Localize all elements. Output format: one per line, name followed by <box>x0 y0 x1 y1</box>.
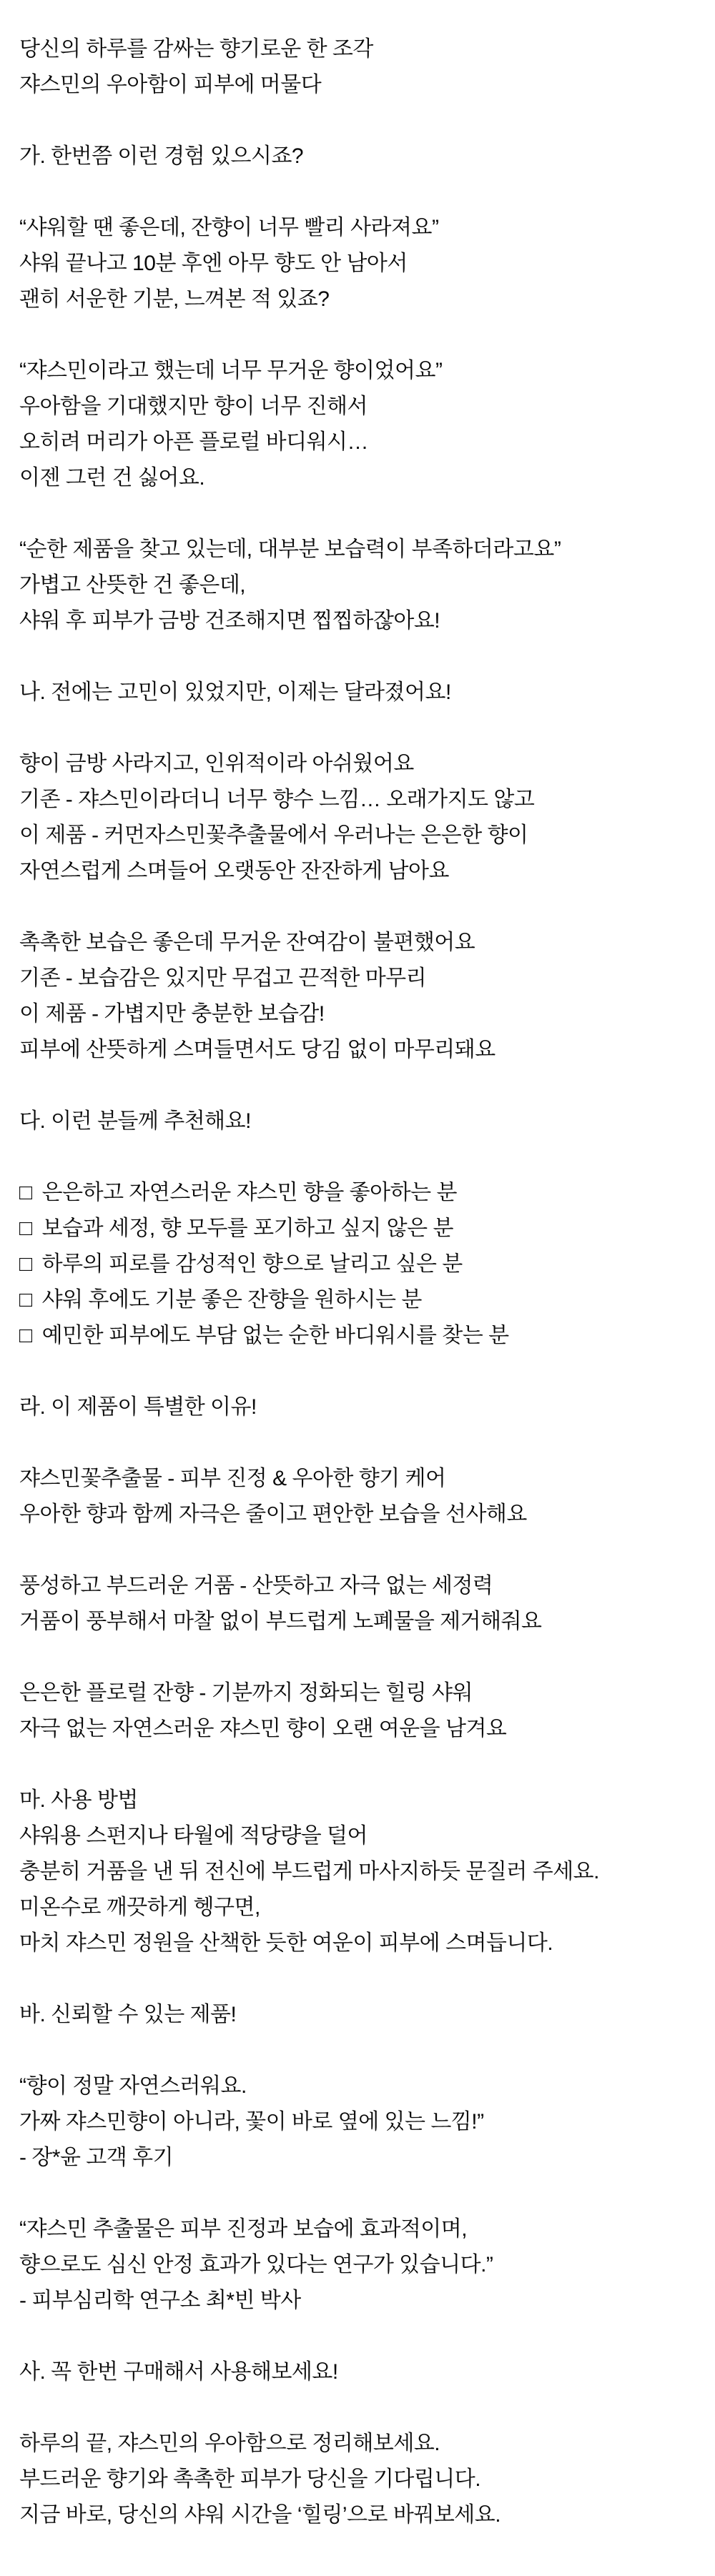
review-attribution: - 장*윤 고객 후기 <box>19 2146 174 2169</box>
customer-review <box>19 2069 701 2176</box>
text-line: 촉촉한 보습은 좋은데 무거운 잔여감이 불편했어요 <box>19 931 475 954</box>
text-line: 이젠 그런 건 싫어요. <box>19 466 205 490</box>
section-heading-ra <box>19 1389 701 1425</box>
checkbox-icon: □ <box>19 1324 32 1347</box>
checklist-item <box>19 1175 701 1211</box>
text-line: “쟈스민 추출물은 피부 진정과 보습에 효과적이며, <box>19 2217 468 2241</box>
text-line: 지금 바로, 당신의 샤워 시간을 ‘힐링’으로 바꿔보세요. <box>19 2503 501 2527</box>
text-line: 거품이 풍부해서 마찰 없이 부드럽게 노폐물을 제거해줘요 <box>19 1610 542 1633</box>
feature-jasmine-extract <box>19 1461 701 1532</box>
text-line: 기존 - 보습감은 있지만 무겁고 끈적한 마무리 <box>19 966 427 990</box>
text-line: “샤워할 땐 좋은데, 잔향이 너무 빨리 사라져요” <box>19 216 439 239</box>
text-line: 샤워 끝나고 10분 후엔 아무 향도 안 남아서 <box>19 252 408 275</box>
usage-instructions <box>19 1783 701 1961</box>
text-line: 자연스럽게 스며들어 오랫동안 잔잔하게 남아요 <box>19 859 449 883</box>
text-line: 우아함을 기대했지만 향이 너무 진해서 <box>19 395 368 418</box>
checklist-item <box>19 1318 701 1354</box>
text-line: 샤워용 스펀지나 타월에 적당량을 덜어 <box>19 1824 368 1848</box>
pain-point-heavy-scent <box>19 353 701 496</box>
checklist-item-label: 예민한 피부에도 부담 없는 순한 바디워시를 찾는 분 <box>41 1324 509 1347</box>
text-line: 마치 쟈스민 정원을 산책한 듯한 여운이 피부에 스며듭니다. <box>19 1931 553 1955</box>
text-line: 당신의 하루를 감싸는 향기로운 한 조각 <box>19 37 373 61</box>
text-line: 쟈스민꽃추출물 - 피부 진정 & 우아한 향기 케어 <box>19 1467 446 1490</box>
text-line: 가볍고 산뜻한 건 좋은데, <box>19 573 246 597</box>
section-heading: 라. 이 제품이 특별한 이유! <box>19 1395 257 1419</box>
checklist-item-label: 보습과 세정, 향 모두를 포기하고 싶지 않은 분 <box>41 1217 453 1240</box>
text-line: 향이 금방 사라지고, 인위적이라 아쉬웠어요 <box>19 752 414 776</box>
section-heading: 사. 꼭 한번 구매해서 사용해보세요! <box>19 2360 338 2384</box>
section-heading-ma: 마. 사용 방법 <box>19 1788 138 1812</box>
text-line: 오히려 머리가 아픈 플로럴 바디워시… <box>19 430 369 454</box>
text-line: 미온수로 깨끗하게 헹구면, <box>19 1896 260 1919</box>
text-line: 쟈스민의 우아함이 피부에 머물다 <box>19 73 322 96</box>
section-heading-na <box>19 675 701 710</box>
section-heading-da <box>19 1104 701 1139</box>
text-line: 가짜 쟈스민향이 아니라, 꽃이 바로 옆에 있는 느낌!” <box>19 2110 484 2134</box>
text-line: 이 제품 - 가볍지만 충분한 보습감! <box>19 1002 325 1026</box>
comparison-moisture <box>19 925 701 1068</box>
checklist-item-label: 은은하고 자연스러운 쟈스민 향을 좋아하는 분 <box>41 1181 457 1204</box>
text-line: 이 제품 - 커먼자스민꽃추출물에서 우러나는 은은한 향이 <box>19 823 528 847</box>
text-line: 샤워 후 피부가 금방 건조해지면 찝찝하잖아요! <box>19 609 440 633</box>
text-line: 풍성하고 부드러운 거품 - 산뜻하고 자극 없는 세정력 <box>19 1574 493 1597</box>
checklist-item-label: 하루의 피로를 감성적인 향으로 날리고 싶은 분 <box>41 1252 463 1276</box>
feature-floral-afterscent <box>19 1675 701 1747</box>
checkbox-icon: □ <box>19 1217 32 1240</box>
section-heading-sa <box>19 2354 701 2390</box>
feature-foam <box>19 1568 701 1640</box>
intro-tagline <box>19 31 701 103</box>
section-heading: 다. 이런 분들께 추천해요! <box>19 1109 251 1133</box>
text-line: 하루의 끝, 쟈스민의 우아함으로 정리해보세요. <box>19 2432 440 2455</box>
checkbox-icon: □ <box>19 1288 32 1312</box>
checkbox-icon: □ <box>19 1181 32 1204</box>
recommendation-checklist <box>19 1175 701 1354</box>
checklist-item-label: 샤워 후에도 기분 좋은 잔향을 원하시는 분 <box>41 1288 422 1312</box>
checklist-item <box>19 1247 701 1282</box>
text-line: 피부에 산뜻하게 스며들면서도 당김 없이 마무리돼요 <box>19 1038 495 1061</box>
pain-point-scent-fades <box>19 210 701 317</box>
quote-attribution: - 피부심리학 연구소 최*빈 박사 <box>19 2289 301 2312</box>
checklist-item <box>19 1211 701 1247</box>
section-heading: 가. 한번쯤 이런 경험 있으시죠? <box>19 144 304 168</box>
text-line: 부드러운 향기와 촉촉한 피부가 당신을 기다립니다. <box>19 2467 481 2491</box>
section-heading: 나. 전에는 고민이 있었지만, 이제는 달라졌어요! <box>19 680 451 704</box>
comparison-scent <box>19 746 701 889</box>
text-line: 향으로도 심신 안정 효과가 있다는 연구가 있습니다.” <box>19 2253 493 2277</box>
pain-point-dry-skin <box>19 532 701 639</box>
text-line: 은은한 플로럴 잔향 - 기분까지 정화되는 힐링 샤워 <box>19 1681 473 1705</box>
text-line: 우아한 향과 함께 자극은 줄이고 편안한 보습을 선사해요 <box>19 1502 527 1526</box>
text-line: “향이 정말 자연스러워요. <box>19 2074 247 2098</box>
text-line: 괜히 서운한 기분, 느껴본 적 있죠? <box>19 287 330 311</box>
closing-copy <box>19 2426 701 2533</box>
expert-quote <box>19 2211 701 2319</box>
section-heading-ga <box>19 139 701 174</box>
section-heading: 바. 신뢰할 수 있는 제품! <box>19 2003 237 2026</box>
text-line: 충분히 거품을 낸 뒤 전신에 부드럽게 마사지하듯 문질러 주세요. <box>19 1860 599 1883</box>
checklist-item <box>19 1282 701 1318</box>
checkbox-icon: □ <box>19 1252 32 1276</box>
section-heading-ba <box>19 1997 701 2033</box>
text-line: 자극 없는 자연스러운 쟈스민 향이 오랜 여운을 남겨요 <box>19 1717 507 1740</box>
text-line: “쟈스민이라고 했는데 너무 무거운 향이었어요” <box>19 359 443 382</box>
text-line: “순한 제품을 찾고 있는데, 대부분 보습력이 부족하더라고요” <box>19 538 561 561</box>
text-line: 기존 - 쟈스민이라더니 너무 향수 느낌… 오래가지도 않고 <box>19 788 535 811</box>
